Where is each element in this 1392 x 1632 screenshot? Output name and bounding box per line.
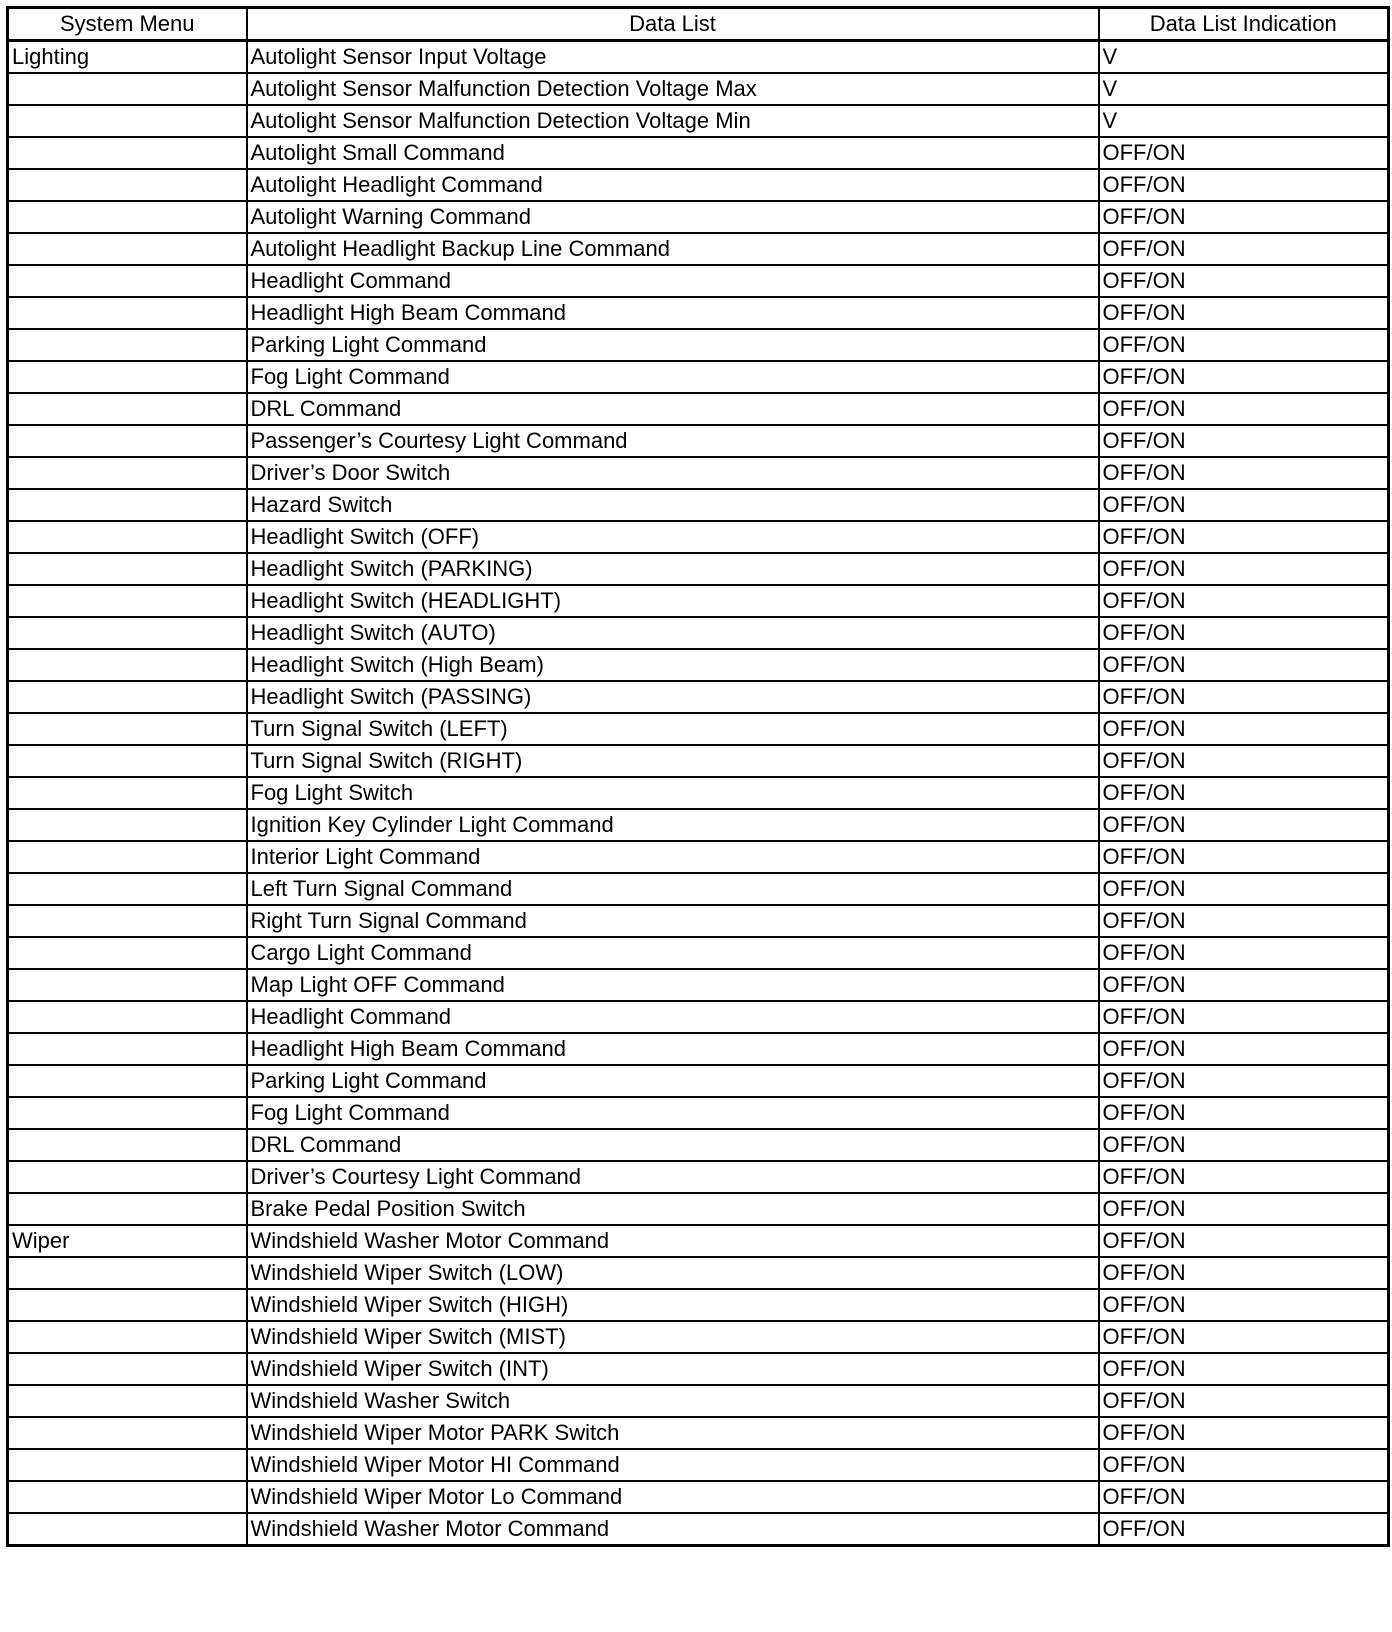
table-row <box>8 1481 1389 1513</box>
system-menu-cell <box>8 553 247 585</box>
data-list-cell: Headlight Switch (PASSING) <box>247 681 1099 713</box>
indication-cell: OFF/ON <box>1099 937 1389 969</box>
indication-cell: OFF/ON <box>1099 425 1389 457</box>
indication-cell: OFF/ON <box>1099 457 1389 489</box>
indication-cell: OFF/ON <box>1099 137 1389 169</box>
system-menu-cell: Wiper <box>8 1225 247 1257</box>
system-menu-cell <box>8 1481 247 1513</box>
table-row <box>8 329 1389 361</box>
table-row <box>8 1385 1389 1417</box>
system-menu-cell <box>8 1449 247 1481</box>
table-row <box>8 777 1389 809</box>
system-menu-cell <box>8 777 247 809</box>
table-row <box>8 265 1389 297</box>
data-list-cell: Left Turn Signal Command <box>247 873 1099 905</box>
system-menu-cell <box>8 713 247 745</box>
data-list-cell: Headlight Command <box>247 1001 1099 1033</box>
table-row <box>8 969 1389 1001</box>
table-row <box>8 1449 1389 1481</box>
data-list-cell: Fog Light Switch <box>247 777 1099 809</box>
system-menu-cell <box>8 201 247 233</box>
indication-cell: OFF/ON <box>1099 1097 1389 1129</box>
system-menu-cell <box>8 425 247 457</box>
data-list-cell: Cargo Light Command <box>247 937 1099 969</box>
table-row <box>8 1001 1389 1033</box>
table-row <box>8 1513 1389 1546</box>
data-list-cell: Headlight High Beam Command <box>247 297 1099 329</box>
header-data-list: Data List <box>247 8 1099 41</box>
indication-cell: OFF/ON <box>1099 681 1389 713</box>
table-row <box>8 937 1389 969</box>
data-list-cell: Autolight Sensor Input Voltage <box>247 41 1099 74</box>
system-menu-cell <box>8 1193 247 1225</box>
data-list-cell: Passenger’s Courtesy Light Command <box>247 425 1099 457</box>
data-list-cell: Turn Signal Switch (RIGHT) <box>247 745 1099 777</box>
table-row <box>8 41 1389 74</box>
table-row <box>8 521 1389 553</box>
indication-cell: OFF/ON <box>1099 1033 1389 1065</box>
data-list-cell: Driver’s Door Switch <box>247 457 1099 489</box>
system-menu-cell <box>8 1385 247 1417</box>
system-menu-cell <box>8 361 247 393</box>
system-menu-cell <box>8 329 247 361</box>
indication-cell: OFF/ON <box>1099 297 1389 329</box>
data-list-cell: Driver’s Courtesy Light Command <box>247 1161 1099 1193</box>
data-list-cell: Autolight Warning Command <box>247 201 1099 233</box>
table-row <box>8 681 1389 713</box>
indication-cell: OFF/ON <box>1099 841 1389 873</box>
header-system-menu: System Menu <box>8 8 247 41</box>
indication-cell: OFF/ON <box>1099 969 1389 1001</box>
data-list-cell: Parking Light Command <box>247 329 1099 361</box>
system-menu-cell <box>8 809 247 841</box>
system-menu-cell <box>8 137 247 169</box>
table-row <box>8 1097 1389 1129</box>
data-list-cell: Right Turn Signal Command <box>247 905 1099 937</box>
system-menu-cell <box>8 265 247 297</box>
data-list-cell: Autolight Sensor Malfunction Detection Voltage Min <box>247 105 1099 137</box>
indication-cell: OFF/ON <box>1099 489 1389 521</box>
data-list-cell: Autolight Headlight Backup Line Command <box>247 233 1099 265</box>
indication-cell: OFF/ON <box>1099 585 1389 617</box>
system-menu-cell <box>8 1321 247 1353</box>
system-menu-cell <box>8 969 247 1001</box>
indication-cell: OFF/ON <box>1099 201 1389 233</box>
indication-cell: OFF/ON <box>1099 1129 1389 1161</box>
system-menu-cell <box>8 937 247 969</box>
table-row <box>8 873 1389 905</box>
system-menu-cell <box>8 393 247 425</box>
table-row <box>8 489 1389 521</box>
indication-cell: OFF/ON <box>1099 809 1389 841</box>
system-menu-cell <box>8 1289 247 1321</box>
system-menu-cell <box>8 617 247 649</box>
table-row <box>8 1321 1389 1353</box>
indication-cell: OFF/ON <box>1099 649 1389 681</box>
table-row <box>8 1225 1389 1257</box>
indication-cell: OFF/ON <box>1099 1353 1389 1385</box>
table-row <box>8 457 1389 489</box>
indication-cell: V <box>1099 105 1389 137</box>
data-list-cell: Autolight Headlight Command <box>247 169 1099 201</box>
system-menu-cell <box>8 1129 247 1161</box>
data-list-cell: DRL Command <box>247 393 1099 425</box>
indication-cell: OFF/ON <box>1099 393 1389 425</box>
system-menu-cell <box>8 489 247 521</box>
data-list-cell: Headlight Switch (AUTO) <box>247 617 1099 649</box>
data-list-cell: Windshield Washer Motor Command <box>247 1513 1099 1546</box>
system-menu-cell <box>8 1257 247 1289</box>
table-row <box>8 201 1389 233</box>
indication-cell: OFF/ON <box>1099 745 1389 777</box>
data-list-cell: Turn Signal Switch (LEFT) <box>247 713 1099 745</box>
data-list-cell: Brake Pedal Position Switch <box>247 1193 1099 1225</box>
data-list-cell: Windshield Wiper Switch (LOW) <box>247 1257 1099 1289</box>
table-row <box>8 425 1389 457</box>
indication-cell: OFF/ON <box>1099 329 1389 361</box>
data-list-cell: Autolight Small Command <box>247 137 1099 169</box>
data-list-cell: Headlight Switch (OFF) <box>247 521 1099 553</box>
table-row <box>8 393 1389 425</box>
indication-cell: OFF/ON <box>1099 617 1389 649</box>
system-menu-cell <box>8 1417 247 1449</box>
data-list-cell: Windshield Wiper Motor PARK Switch <box>247 1417 1099 1449</box>
indication-cell: OFF/ON <box>1099 905 1389 937</box>
table-row <box>8 1033 1389 1065</box>
data-list-table <box>6 6 1390 1547</box>
table-row <box>8 745 1389 777</box>
indication-cell: OFF/ON <box>1099 713 1389 745</box>
table-row <box>8 105 1389 137</box>
data-list-cell: Headlight High Beam Command <box>247 1033 1099 1065</box>
data-list-cell: Fog Light Command <box>247 361 1099 393</box>
indication-cell: OFF/ON <box>1099 1321 1389 1353</box>
system-menu-cell <box>8 585 247 617</box>
indication-cell: OFF/ON <box>1099 521 1389 553</box>
indication-cell: OFF/ON <box>1099 777 1389 809</box>
data-list-cell: Windshield Wiper Switch (HIGH) <box>247 1289 1099 1321</box>
indication-cell: OFF/ON <box>1099 1001 1389 1033</box>
data-list-cell: Windshield Wiper Motor Lo Command <box>247 1481 1099 1513</box>
data-list-cell: Headlight Switch (High Beam) <box>247 649 1099 681</box>
data-list-cell: Windshield Washer Motor Command <box>247 1225 1099 1257</box>
indication-cell: OFF/ON <box>1099 169 1389 201</box>
system-menu-cell: Lighting <box>8 41 247 74</box>
system-menu-cell <box>8 169 247 201</box>
indication-cell: OFF/ON <box>1099 1385 1389 1417</box>
system-menu-cell <box>8 1065 247 1097</box>
indication-cell: OFF/ON <box>1099 1417 1389 1449</box>
indication-cell: OFF/ON <box>1099 1481 1389 1513</box>
table-row <box>8 809 1389 841</box>
table-row <box>8 1289 1389 1321</box>
system-menu-cell <box>8 1353 247 1385</box>
system-menu-cell <box>8 649 247 681</box>
table-row <box>8 1353 1389 1385</box>
indication-cell: OFF/ON <box>1099 1193 1389 1225</box>
indication-cell: OFF/ON <box>1099 1449 1389 1481</box>
table-row <box>8 905 1389 937</box>
system-menu-cell <box>8 1513 247 1546</box>
table-row <box>8 1161 1389 1193</box>
table-row <box>8 1193 1389 1225</box>
indication-cell: OFF/ON <box>1099 1161 1389 1193</box>
table-row <box>8 73 1389 105</box>
system-menu-cell <box>8 73 247 105</box>
indication-cell: V <box>1099 41 1389 74</box>
system-menu-cell <box>8 1161 247 1193</box>
indication-cell: OFF/ON <box>1099 361 1389 393</box>
data-list-cell: Windshield Wiper Switch (MIST) <box>247 1321 1099 1353</box>
table-row <box>8 1257 1389 1289</box>
system-menu-cell <box>8 745 247 777</box>
system-menu-cell <box>8 297 247 329</box>
data-list-cell: Autolight Sensor Malfunction Detection Voltage Max <box>247 73 1099 105</box>
system-menu-cell <box>8 233 247 265</box>
table-row <box>8 1417 1389 1449</box>
data-list-cell: Interior Light Command <box>247 841 1099 873</box>
header-row <box>8 8 1389 41</box>
table-row <box>8 169 1389 201</box>
indication-cell: OFF/ON <box>1099 1289 1389 1321</box>
table-row <box>8 1065 1389 1097</box>
table-row <box>8 1129 1389 1161</box>
table-row <box>8 233 1389 265</box>
data-list-cell: Map Light OFF Command <box>247 969 1099 1001</box>
indication-cell: OFF/ON <box>1099 1513 1389 1546</box>
table-row <box>8 841 1389 873</box>
indication-cell: V <box>1099 73 1389 105</box>
data-list-cell: Fog Light Command <box>247 1097 1099 1129</box>
data-list-cell: Windshield Washer Switch <box>247 1385 1099 1417</box>
data-list-cell: Ignition Key Cylinder Light Command <box>247 809 1099 841</box>
data-list-cell: Windshield Wiper Switch (INT) <box>247 1353 1099 1385</box>
indication-cell: OFF/ON <box>1099 553 1389 585</box>
data-list-cell: Windshield Wiper Motor HI Command <box>247 1449 1099 1481</box>
system-menu-cell <box>8 521 247 553</box>
system-menu-cell <box>8 1033 247 1065</box>
indication-cell: OFF/ON <box>1099 1225 1389 1257</box>
data-list-cell: Headlight Command <box>247 265 1099 297</box>
data-list-cell: Parking Light Command <box>247 1065 1099 1097</box>
system-menu-cell <box>8 105 247 137</box>
data-list-cell: DRL Command <box>247 1129 1099 1161</box>
data-list-cell: Headlight Switch (PARKING) <box>247 553 1099 585</box>
table-row <box>8 649 1389 681</box>
indication-cell: OFF/ON <box>1099 1065 1389 1097</box>
header-data-list-indication: Data List Indication <box>1099 8 1389 41</box>
table-row <box>8 553 1389 585</box>
system-menu-cell <box>8 841 247 873</box>
indication-cell: OFF/ON <box>1099 233 1389 265</box>
table-row <box>8 713 1389 745</box>
system-menu-cell <box>8 1001 247 1033</box>
table-row <box>8 585 1389 617</box>
data-list-cell: Headlight Switch (HEADLIGHT) <box>247 585 1099 617</box>
indication-cell: OFF/ON <box>1099 265 1389 297</box>
table-row <box>8 617 1389 649</box>
table-row <box>8 361 1389 393</box>
system-menu-cell <box>8 457 247 489</box>
table-row <box>8 297 1389 329</box>
system-menu-cell <box>8 1097 247 1129</box>
system-menu-cell <box>8 905 247 937</box>
data-list-cell: Hazard Switch <box>247 489 1099 521</box>
indication-cell: OFF/ON <box>1099 873 1389 905</box>
system-menu-cell <box>8 681 247 713</box>
table-body <box>8 41 1389 1546</box>
table-row <box>8 137 1389 169</box>
system-menu-cell <box>8 873 247 905</box>
indication-cell: OFF/ON <box>1099 1257 1389 1289</box>
